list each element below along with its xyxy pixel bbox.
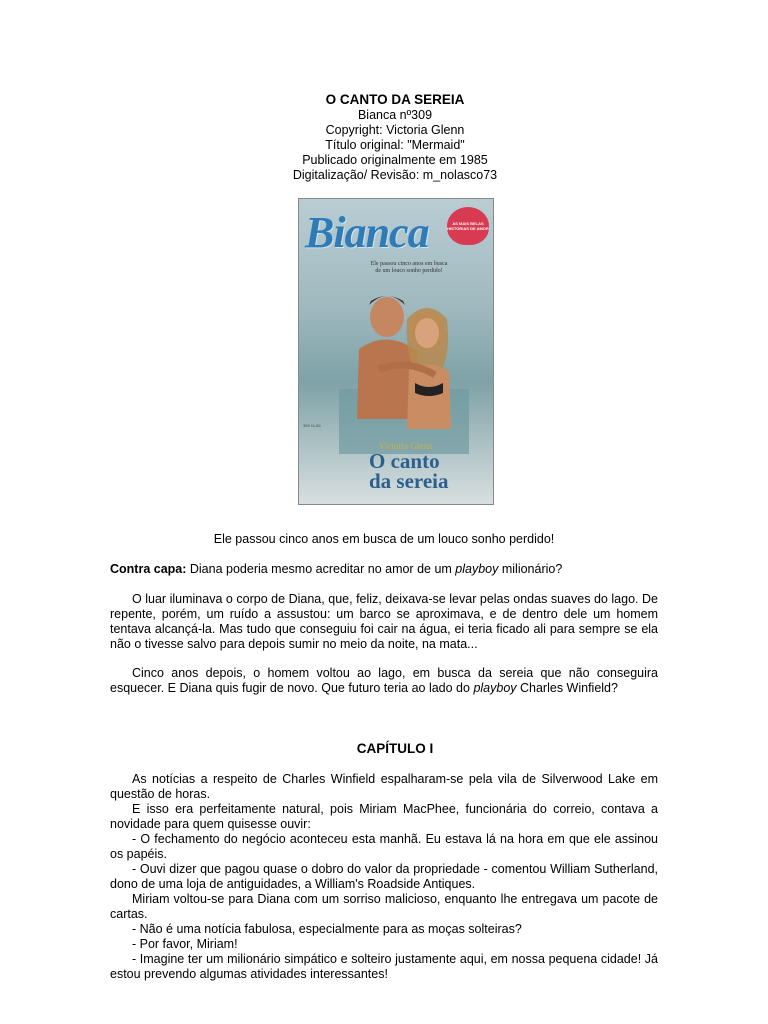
couple-illustration xyxy=(339,279,469,454)
chapter-paragraph: - Por favor, Miriam! xyxy=(132,937,238,951)
original-title-line: Título original: "Mermaid" xyxy=(325,138,465,152)
chapter-paragraph: - O fechamento do negócio aconteceu esta manhã. Eu estava lá na hora em que ele assinou os papéis. xyxy=(110,832,658,861)
book-title: O CANTO DA SEREIA xyxy=(325,92,465,107)
chapter-paragraph: - Não é uma notícia fabulosa, especialmente para as moças solteiras? xyxy=(132,922,522,936)
book-cover-image xyxy=(298,198,494,505)
chapter-paragraph: E isso era perfeitamente natural, pois Miriam MacPhee, funcionária do correio, contava a novidade para quem quisesse ouvir: xyxy=(110,802,658,831)
cover-tagline: Ele passou cinco anos em busca de um louco sonho perdido! xyxy=(370,261,448,274)
chapter-text xyxy=(110,772,658,982)
back-cover-label: Contra capa: xyxy=(110,562,187,576)
series-number: Bianca nº309 xyxy=(357,108,433,122)
chapter-paragraph: - Imagine ter um milionário simpático e solteiro justamente aqui, em nossa pequena cidade! Já estou prevendo algumas atividades interessantes! xyxy=(110,952,658,981)
publication-line: Publicado originalmente em 1985 xyxy=(302,153,488,167)
cover-title-line-1: O canto xyxy=(369,449,440,473)
back-cover-line: Contra capa: Diana poderia mesmo acreditar no amor de um playboy milionário? xyxy=(110,562,563,576)
chapter-paragraph: - Ouvi dizer que pagou quase o dobro do valor da propriedade - comentou William Sutherland, dono de uma loja de antiguidades, a William's Roadside Antiques. xyxy=(110,862,658,891)
synopsis-paragraph-1: O luar iluminava o corpo de Diana, que, feliz, deixava-se levar pelas ondas suaves do lago. De repente, porém, um ruído a assustou: um barco se aproximava, e de dentro dele um homem tentava alcançá-la. Mas tudo que conseguiu foi cair na água, ei teria ficado ali para sempre se ela não o tivesse salvo para depois sumir no meio da noite, na mata... xyxy=(110,592,658,651)
cover-heart-badge: AS MAIS BELAS HISTÓRIAS DE AMOR xyxy=(447,207,489,245)
book-tagline: Ele passou cinco anos em busca de um louco sonho perdido! xyxy=(213,532,555,546)
chapter-paragraph: As notícias a respeito de Charles Winfield espalharam-se pela vila de Silverwood Lake em questão de horas. xyxy=(110,772,658,801)
back-cover-section xyxy=(110,562,658,577)
copyright-line: Copyright: Victoria Glenn xyxy=(325,123,465,137)
cover-title-line-2: da sereia xyxy=(369,469,449,493)
digitization-line: Digitalização/ Revisão: m_nolasco73 xyxy=(292,168,498,182)
cover-price: 309 11,00 xyxy=(303,423,321,428)
chapter-heading: CAPÍTULO I xyxy=(356,741,434,756)
synopsis-paragraph-2: Cinco anos depois, o homem voltou ao lago, em busca da sereia que não conseguira esquecer. E Diana quis fugir de novo. Que futuro teria ao lado do playboy Charles Winfield? xyxy=(110,666,658,695)
cover-author: Victoria Glenn xyxy=(379,441,433,451)
cover-book-title xyxy=(369,451,449,491)
chapter-paragraph: Miriam voltou-se para Diana com um sorriso malicioso, enquanto lhe entregava um pacote de cartas. xyxy=(110,892,658,921)
cover-logo: Bianca xyxy=(305,208,429,257)
document-header xyxy=(110,91,680,183)
